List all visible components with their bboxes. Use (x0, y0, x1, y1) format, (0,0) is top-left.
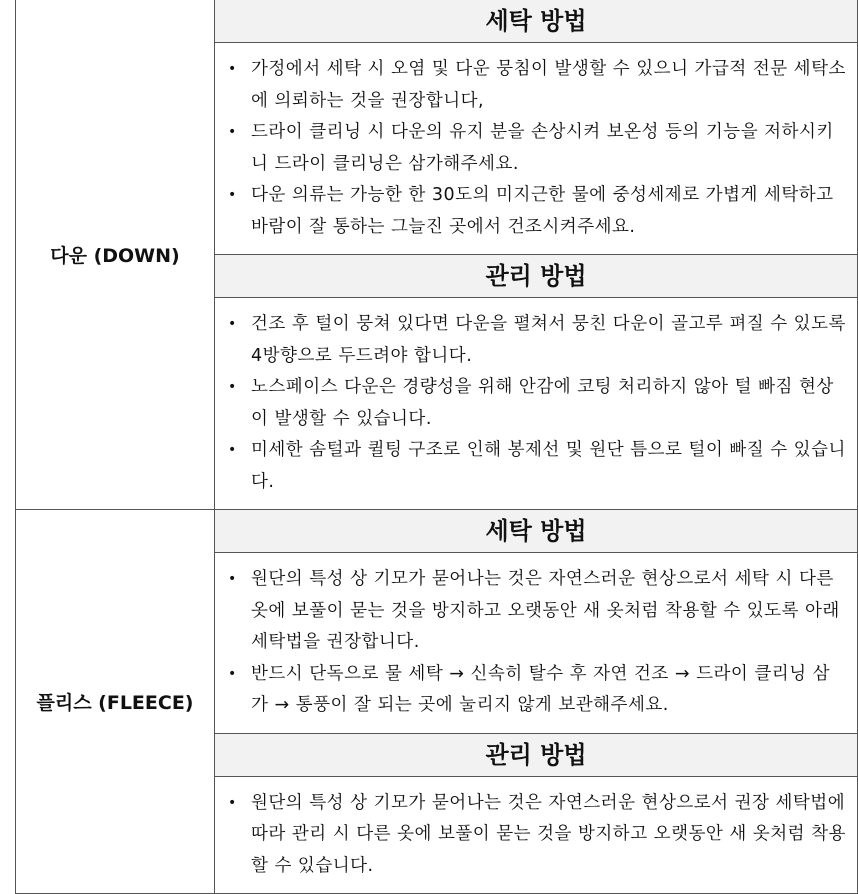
bullet-icon: • (228, 665, 237, 682)
material-label-down: 다운 (DOWN) (16, 0, 215, 510)
list-item-text: 미세한 솜털과 퀼팅 구조로 인해 봉제선 및 원단 틈으로 털이 빠질 수 있습니다. (251, 440, 846, 492)
instruction-list (215, 777, 857, 894)
bullet-icon: • (228, 124, 237, 140)
list-item (225, 117, 847, 180)
bullet-icon: • (228, 187, 237, 203)
section-heading: 세탁 방법 (215, 0, 858, 43)
list-item (225, 372, 847, 435)
list-item (225, 435, 847, 498)
list-item-text: 건조 후 털이 뭉쳐 있다면 다운을 펼쳐서 뭉친 다운이 골고루 펴질 수 있도록 4방향으로 두드려야 합니다. (251, 314, 846, 366)
instruction-cell (215, 776, 858, 894)
list-item-text: 가정에서 세탁 시 오염 및 다운 뭉침이 발생할 수 있으니 가급적 전문 세탁소에 의뢰하는 것을 권장합니다, (251, 59, 846, 111)
bullet-icon: • (228, 442, 237, 458)
instruction-cell (215, 298, 858, 510)
bullet-icon: • (228, 794, 237, 811)
instruction-list (215, 553, 857, 733)
material-label-fleece: 플리스 (FLEECE) (16, 510, 215, 894)
list-item-text: 반드시 단독으로 물 세탁 → 신속히 탈수 후 자연 건조 → 드라이 클리닝 삼가 → 통풍이 잘 되는 곳에 눌리지 않게 보관해주세요. (251, 663, 831, 715)
list-item-text: 원단의 특성 상 기모가 묻어나는 것은 자연스러운 현상으로서 세탁 시 다른 옷에 보풀이 묻는 것을 방지하고 오랫동안 새 옷처럼 착용할 수 있도록 아래 세탁법을 권장합니다. (251, 569, 840, 652)
list-item-text: 노스페이스 다운은 경량성을 위해 안감에 코팅 처리하지 않아 털 빠짐 현상이 발생할 수 있습니다. (251, 377, 834, 429)
down-wash-heading-row (16, 0, 858, 43)
instruction-list (215, 43, 857, 254)
list-item (225, 309, 847, 372)
bullet-icon: • (228, 571, 237, 587)
bullet-icon: • (228, 61, 237, 77)
instruction-cell (215, 43, 858, 255)
list-item (225, 659, 847, 722)
instruction-list (215, 298, 857, 509)
section-heading: 관리 방법 (215, 733, 858, 776)
list-item (225, 564, 847, 659)
section-heading: 세탁 방법 (215, 510, 858, 553)
section-heading: 관리 방법 (215, 255, 858, 298)
list-item (225, 180, 847, 243)
list-item-text: 다운 의류는 가능한 한 30도의 미지근한 물에 중성세제로 가볍게 세탁하고 바람이 잘 통하는 그늘진 곳에서 건조시켜주세요. (251, 185, 834, 237)
bullet-icon: • (228, 316, 237, 332)
list-item (225, 788, 847, 883)
care-instructions-table (15, 0, 858, 894)
list-item (225, 54, 847, 117)
fleece-wash-heading-row (16, 510, 858, 553)
instruction-cell (215, 553, 858, 734)
list-item-text: 드라이 클리닝 시 다운의 유지 분을 손상시켜 보온성 등의 기능을 저하시키니 드라이 클리닝은 삼가해주세요. (251, 122, 834, 174)
list-item-text: 원단의 특성 상 기모가 묻어나는 것은 자연스러운 현상으로서 권장 세탁법에 따라 관리 시 다른 옷에 보풀이 묻는 것을 방지하고 오랫동안 새 옷처럼 착용 할 수 있습니다. (251, 792, 846, 876)
bullet-icon: • (228, 379, 237, 395)
